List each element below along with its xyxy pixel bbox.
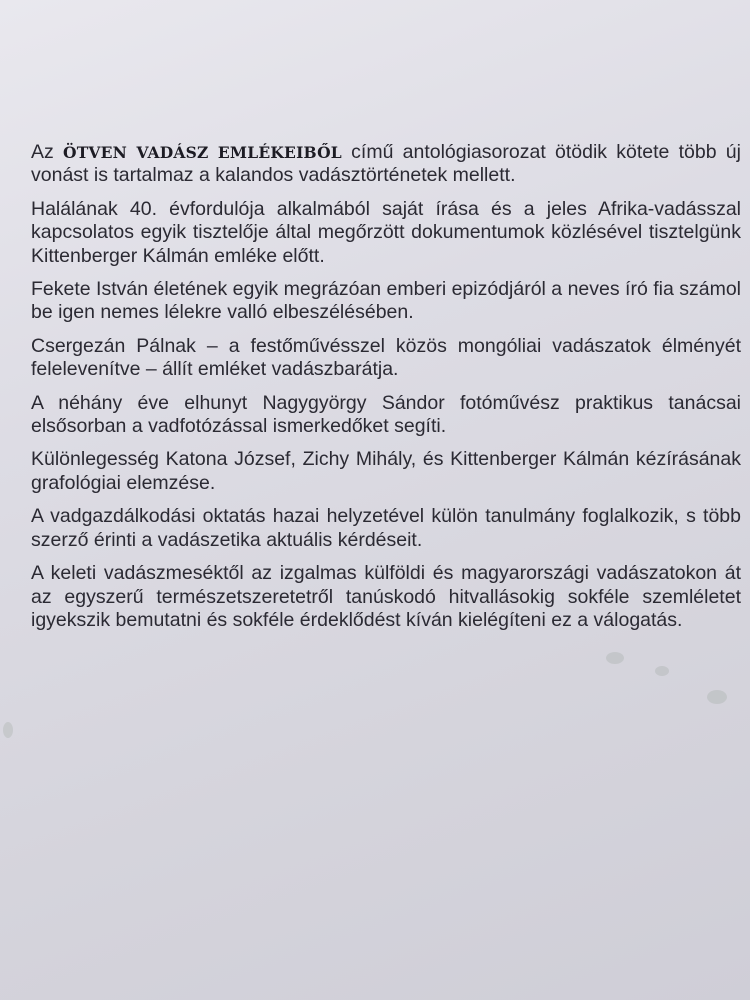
stain-mark: [707, 690, 727, 704]
paragraph-grafologia: Különlegesség Katona József, Zichy Mihály, és Kittenberger Kálmán kézírásának grafológiai elemzése.: [31, 448, 741, 494]
paragraph-fekete: Fekete István életének egyik megrázóan emberi epizódjáról a neves író fia számol be igen nemes lélekre valló elbeszélésében.: [31, 278, 741, 324]
paragraph-intro: [31, 141, 741, 188]
paragraph-valogatas: A keleti vadászmeséktől az izgalmas külföldi és magyarországi vadászatokon át az egyszerű természetszeretetről tanúskodó hitvallásokig sokféle szemléletet igyekszik bemutatni és sokféle érdeklődést kíván kielégíteni ez a válogatás.: [31, 562, 741, 631]
paragraph-csergezan: Csergezán Pálnak – a festőművésszel közös mongóliai vadászatok élményét felelevenítve – állít emléket vadászbarátja.: [31, 334, 741, 381]
stain-mark: [655, 666, 669, 676]
paragraph-oktatas: A vadgazdálkodási oktatás hazai helyzetével külön tanulmány foglalkozik, s több szerző érinti a vadászetika aktuális kérdéseit.: [31, 505, 741, 551]
stain-mark: [3, 722, 13, 738]
stain-mark: [606, 652, 624, 664]
paragraph-kittenberger: Halálának 40. évfordulója alkalmából saját írása és a jeles Afrika-vadásszal kapcsolatos egyik tisztelője által megőrzött dokumentumok közlésével tisztelgünk Kittenberger Kálmán emléke előtt.: [31, 197, 741, 267]
intro-prefix: Az: [31, 141, 63, 163]
blurb-text: [31, 141, 741, 642]
paragraph-nagygyorgy: A néhány éve elhunyt Nagygyörgy Sándor fotóművész praktikus tanácsai elsősorban a vadfotózással ismerkedőket segíti.: [31, 391, 741, 438]
series-title: ÖTVEN VADÁSZ EMLÉKEIBŐL: [63, 143, 342, 162]
intro-text: című antológiasorozat ötödik kötete több új vonást is tartalmaz a kalandos vadásztörténetek mellett.: [31, 141, 741, 187]
